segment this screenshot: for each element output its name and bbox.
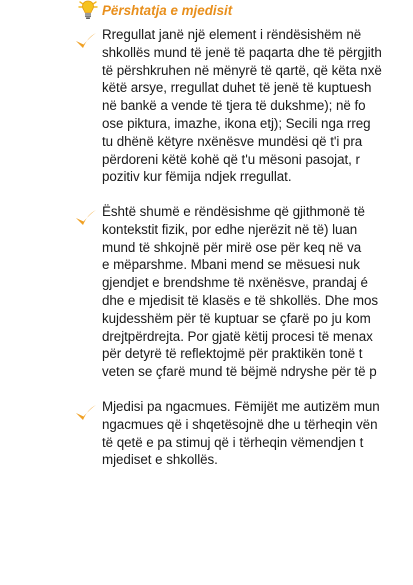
text-line: në bankë a vende të tjera të dukshme); në fo [102,98,366,114]
lightbulb-icon [78,0,98,21]
text-line: kontekstit fizik, por edhe njerëzit në të) luan [102,221,358,237]
text-line: të përshkruhen në mënyrë të qartë, që këta nxë [102,62,382,78]
paragraph-rules [102,26,382,186]
text-line: për detyrë të reflektojmë për praktikën tonë t [102,346,363,362]
text-line: dhe e mjedisit të klasës e të shkollës. Dhe mos [102,292,379,308]
checkmark-icon [74,403,98,423]
checkmark-icon [74,31,98,51]
text-line: përdoreni këtë kohë që t'u mësoni pasojat, r [102,151,360,167]
text-line: tu dhënë këtyre nxënësve mundësi që t'i pra [102,133,363,149]
paragraph-context [102,203,378,381]
text-line: të qetë e pa stimuj që i tërheqin vëmendjen t [102,434,364,450]
text-line: ose piktura, imazhe, ikona etj); Secili nga rreg [102,115,371,131]
text-line: Mjedisi pa ngacmues. Fëmijët me autizëm mun [102,399,380,414]
text-line: Rregullat janë një element i rëndësishëm në [102,27,362,42]
text-line: veten se çfarë mund të bëjmë ndryshe për të p [102,364,377,380]
text-line: e mëparshme. Mbani mend se mësuesi nuk [102,257,360,273]
text-line: drejtpërdrejta. Por gjatë këtij procesi të menax [102,328,373,344]
text-line: mund të shkojnë për mirë ose për keq në va [102,239,362,255]
checkmark-icon [74,208,98,228]
text-line: kujdesshëm për të kuptuar se çfarë po ju kom [102,310,371,326]
text-line: ngacmues që i shqetësojnë dhe u tërheqin vën [102,416,378,432]
section-title: Përshtatja e mjedisit [102,2,233,18]
section-header [78,0,232,21]
text-line: pozitiv kur fëmija ndjek rregullat. [102,169,292,185]
text-line: gjendjet e brendshme të nxënësve, prandaj é [102,275,368,291]
text-line: shkollës mund të jenë të paqarta dhe të përgjith [102,44,382,60]
paragraph-environment [102,398,380,469]
text-line: këtë arsye, rregullat duhet të jenë të kuptuesh [102,80,372,96]
text-line: Është shumë e rëndësishme që gjithmonë të [102,204,365,219]
text-line: mjediset e shkollës. [102,452,218,468]
